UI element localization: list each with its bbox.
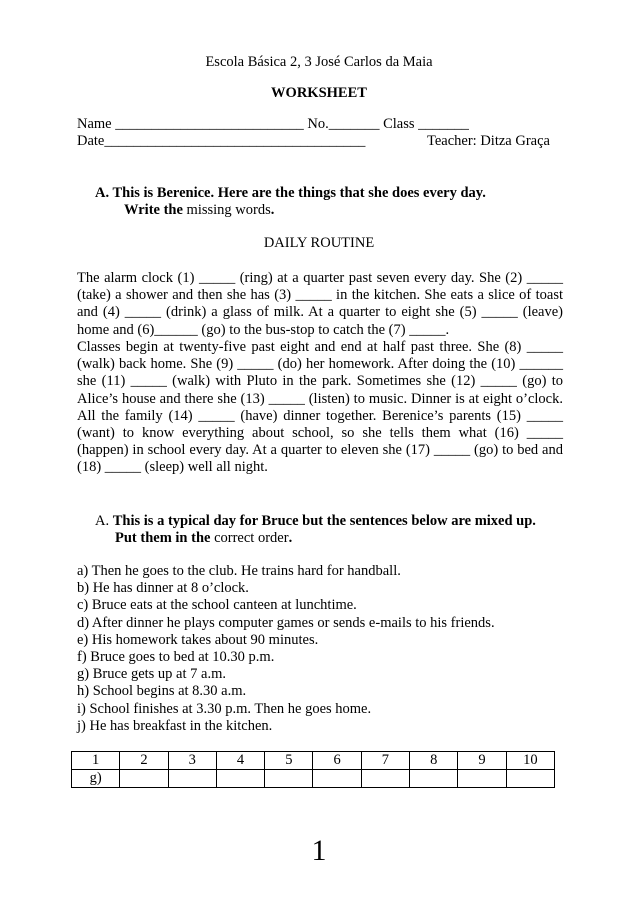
name-field-line: Name __________________________ No._______ Class _______ [77, 116, 469, 132]
table-header-cell: 2 [120, 752, 168, 770]
answer-cell[interactable] [168, 770, 216, 788]
section-b-instruction-2-rest: correct order [210, 530, 289, 546]
daily-routine-paragraph-1: The alarm clock (1) _____ (ring) at a quarter past seven every day. She (2) _____ (take) a shower and then she has (3) _____ in the kitchen. She eats a slice of toast and (4) _____ (drink) a glass of milk. At a quarter to eight she (5) _____ (leave) home and (6)______ (go) to the bus-stop to catch the (7) _____. [77, 270, 563, 338]
table-header-cell: 3 [168, 752, 216, 770]
table-header-cell: 4 [216, 752, 264, 770]
table-header-cell: 1 [72, 752, 120, 770]
list-item: f) Bruce goes to bed at 10.30 p.m. [77, 648, 275, 665]
section-a-instruction [95, 185, 486, 202]
table-header-cell: 8 [410, 752, 458, 770]
list-item: i) School finishes at 3.30 p.m. Then he goes home. [77, 700, 372, 717]
answer-cell[interactable]: g) [72, 770, 120, 788]
table-header-cell: 7 [361, 752, 409, 770]
table-header-cell: 9 [458, 752, 506, 770]
answer-cell[interactable] [410, 770, 458, 788]
section-b-instruction-2 [115, 530, 292, 547]
teacher-name: Teacher: Ditza Graça [427, 133, 550, 149]
section-a-instruction-2 [124, 202, 274, 219]
table-header-cell: 10 [506, 752, 554, 770]
list-item: a) Then he goes to the club. He trains hard for handball. [77, 563, 401, 579]
section-a-instruction-text: This is Berenice. Here are the things that she does every day. [112, 185, 486, 201]
answer-cell[interactable] [216, 770, 264, 788]
daily-routine-paragraph-2: Classes begin at twenty-five past eight and end at half past three. She (8) _____ (walk) back home. She (9) _____ (do) her homework. After doing the (10) ______ she (11) _____ (walk) with Pluto in the park. Sometimes she (12) _____ (go) to Alice’s house and there she (13) _____ (listen) to music. Dinner is at eight o’clock. All the family (14) _____ (have) dinner together. Berenice’s parents (15) _____ (want) to know everything about school, so she tells them what (16) _____ (happen) in school every day. At a quarter to eleven she (17) _____ (go) to bed and (18) _____ (sleep) well all night. [77, 339, 563, 476]
section-a-instruction-2-end: . [270, 202, 275, 218]
answer-table [71, 751, 555, 788]
answer-cell[interactable] [313, 770, 361, 788]
list-item: j) He has breakfast in the kitchen. [77, 717, 273, 734]
section-a-letter: A. [95, 185, 110, 201]
table-header-cell: 5 [265, 752, 313, 770]
list-item: h) School begins at 8.30 a.m. [77, 683, 247, 700]
answer-cell[interactable] [265, 770, 313, 788]
list-item: g) Bruce gets up at 7 a.m. [77, 666, 226, 683]
list-item: b) He has dinner at 8 o’clock. [77, 580, 249, 597]
worksheet-title: WORKSHEET [271, 85, 367, 101]
section-b-instruction [95, 513, 536, 530]
section-a-instruction-2-rest: missing words [182, 202, 271, 218]
table-header-cell: 6 [313, 752, 361, 770]
table-header-row [72, 752, 555, 770]
page-number: 1 [311, 834, 327, 867]
daily-routine-subtitle: DAILY ROUTINE [263, 235, 375, 251]
answer-cell[interactable] [506, 770, 554, 788]
section-b-instruction-2-end: . [288, 530, 293, 546]
date-field-line: Date____________________________________ [77, 133, 366, 149]
sentence-list [77, 563, 567, 735]
section-b-instruction-text: This is a typical day for Bruce but the sentences below are mixed up. [112, 513, 536, 529]
answer-cell[interactable] [120, 770, 168, 788]
section-b-instruction-2-bold: Put them in the [115, 530, 211, 546]
list-item: d) After dinner he plays computer games or sends e-mails to his friends. [77, 614, 495, 631]
section-a-instruction-2-bold: Write the [124, 202, 183, 218]
section-b-letter: A. [95, 513, 110, 529]
school-name: Escola Básica 2, 3 José Carlos da Maia [205, 54, 433, 70]
list-item: e) His homework takes about 90 minutes. [77, 631, 319, 648]
answer-cell[interactable] [361, 770, 409, 788]
list-item: c) Bruce eats at the school canteen at lunchtime. [77, 597, 357, 614]
answer-cell[interactable] [458, 770, 506, 788]
table-answer-row [72, 770, 555, 788]
